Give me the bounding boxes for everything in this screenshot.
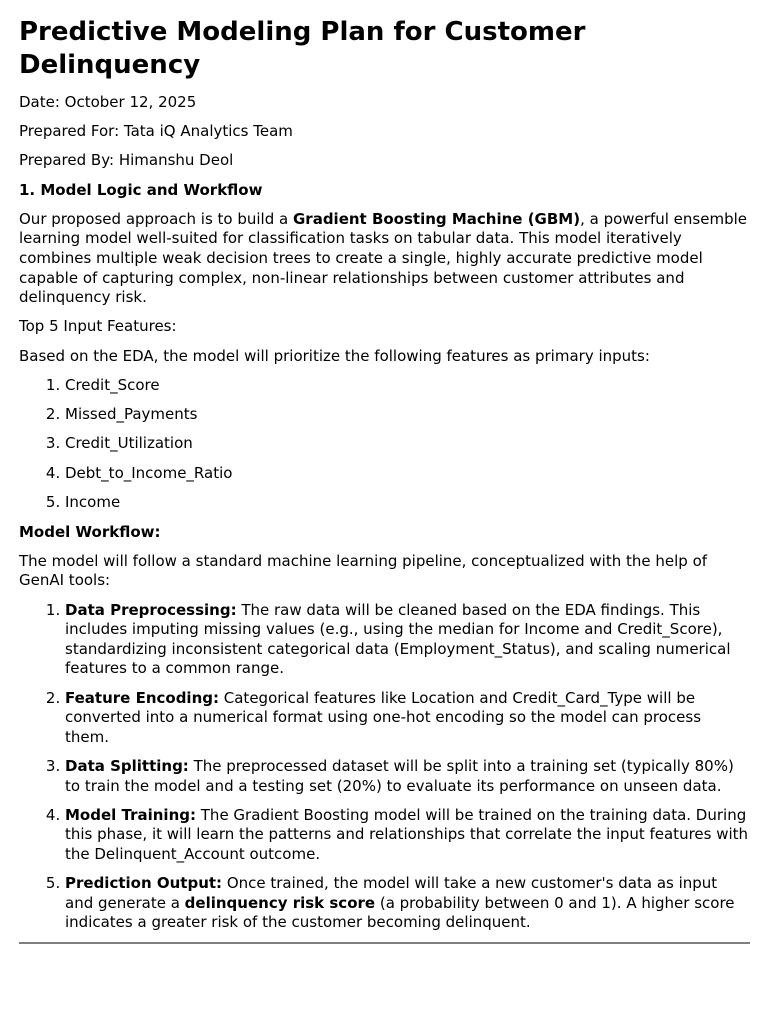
workflow-step-title: Data Preprocessing: [65, 600, 237, 619]
feature-item: 2. Missed_Payments [65, 405, 749, 425]
prepared-by-line: Prepared By: Himanshu Deol [19, 151, 234, 170]
workflow-step-title: Data Splitting: [65, 756, 189, 775]
features-list [19, 376, 749, 513]
workflow-step [65, 806, 749, 865]
intro-bold-text: Gradient Boosting Machine (GBM) [292, 209, 581, 228]
feature-item: 5. Income [65, 493, 749, 513]
workflow-step-text: The preprocessed dataset will be split into a training set (typically 80%) to train the model and a testing set (20%) to evaluate its performance on unseen data. [65, 756, 734, 795]
workflow-step-text: Once trained, the model will take a new customer's data as input and generate a [65, 874, 718, 912]
features-label: Top 5 Input Features: [19, 317, 177, 336]
horizontal-divider [19, 942, 750, 944]
feature-item: 4. Debt_to_Income_Ratio [65, 464, 749, 484]
feature-item: 1. Credit_Score [65, 376, 749, 396]
intro-text-after: , a powerful ensemble learning model well-suited for classification tasks on tabular data. This model iteratively combines multiple weak decision trees to create a single, highly accurate predictive model capable of capturing complex, non-linear relationships between customer attributes and delinquency risk. [19, 209, 747, 307]
prepared-for-line: Prepared For: Tata iQ Analytics Team [19, 122, 293, 141]
workflow-step-text-after: (a probability between 0 and 1). A higher score indicates a greater risk of the customer becoming delinquent. [65, 893, 735, 932]
workflow-heading: Model Workflow: [19, 522, 161, 541]
feature-item: 3. Credit_Utilization [65, 434, 749, 454]
workflow-step [65, 601, 749, 679]
workflow-step-text: Categorical features like Location and Credit_Card_Type will be converted into a numerical format using one-hot encoding so the model can process them. [65, 688, 702, 746]
workflow-step [65, 757, 749, 796]
workflow-step-title: Model Training: [65, 805, 196, 824]
workflow-intro: The model will follow a standard machine learning pipeline, conceptualized with the help of GenAI tools: [19, 551, 708, 590]
workflow-step [65, 874, 749, 933]
workflow-step-text: The Gradient Boosting model will be trained on the training data. During this phase, it will learn the patterns and relationships that correlate the input features with the Delinquent_Account outcome. [65, 805, 749, 863]
workflow-step-text: The raw data will be cleaned based on the EDA findings. This includes imputing missing values (e.g., using the median for Income and Credit_Score), standardizing inconsistent categorical data (Employment_Status), and scaling numerical features to a common range. [65, 600, 731, 678]
workflow-list [19, 601, 749, 933]
section-heading: 1. Model Logic and Workflow [19, 180, 263, 199]
risk-score-bold: delinquency risk score [184, 893, 376, 912]
document-title: Predictive Modeling Plan for Customer Delinquency [19, 17, 586, 80]
workflow-step-title: Feature Encoding: [65, 688, 219, 707]
intro-text-before: Our proposed approach is to build a [19, 209, 293, 228]
workflow-step-title: Prediction Output: [65, 874, 223, 893]
date-line: Date: October 12, 2025 [19, 93, 197, 111]
workflow-step [65, 689, 749, 748]
intro-paragraph [19, 210, 749, 308]
features-intro: Based on the EDA, the model will prioritize the following features as primary inputs: [19, 346, 650, 365]
